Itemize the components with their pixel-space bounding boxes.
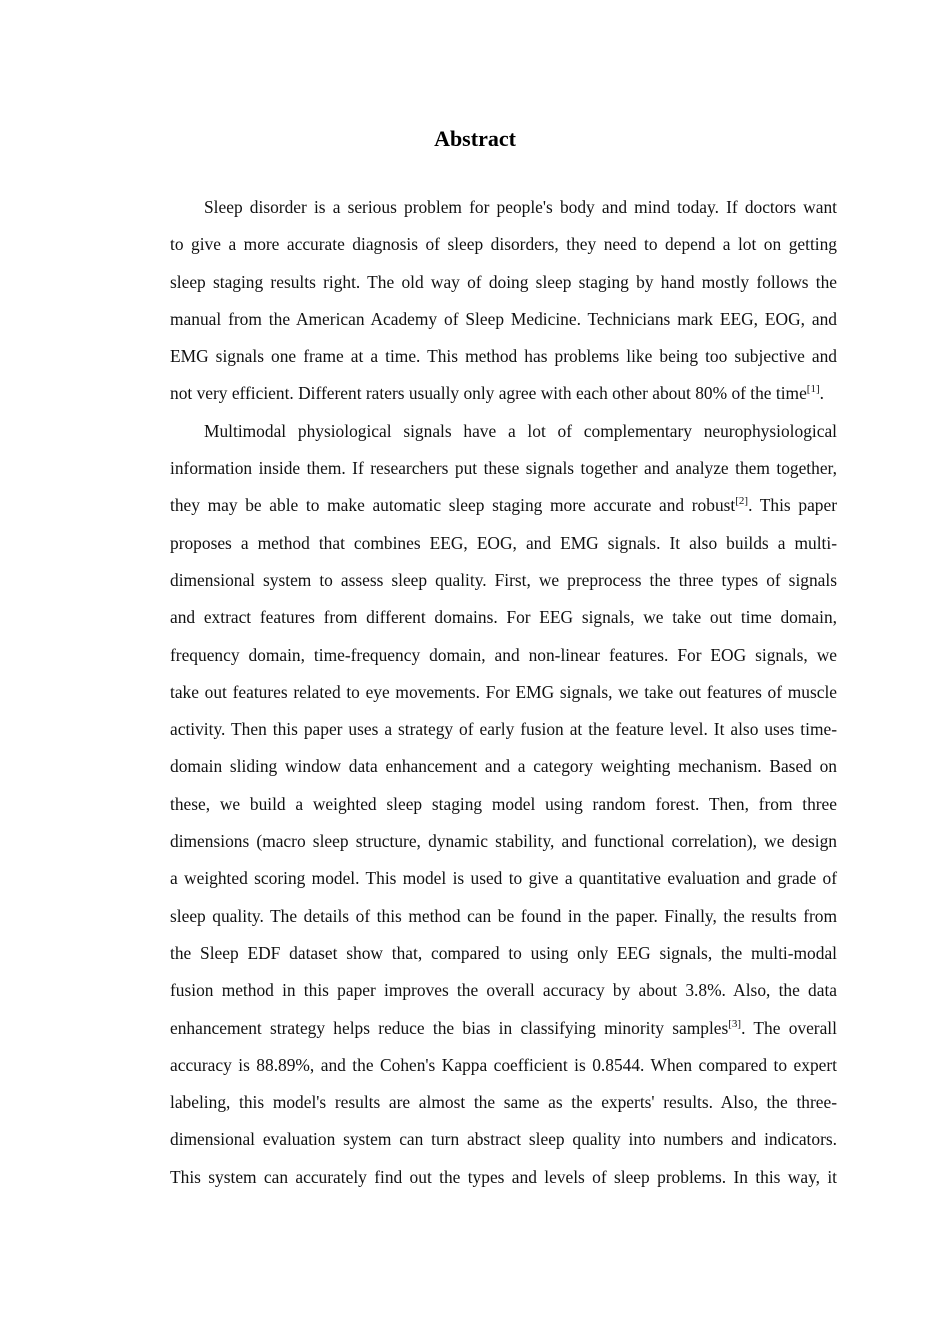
citation-ref: [3] [728, 1017, 742, 1030]
text-line: accuracy is 88.89%, and the Cohen's Kappa coefficient is 0.8544. When compared to expert [170, 1054, 837, 1075]
text-line: manual from the American Academy of Sleep Medicine. Technicians mark EEG, EOG, and [170, 308, 837, 329]
text-line: take out features related to eye movements. For EMG signals, we take out features of muscle [170, 681, 837, 702]
text-line: the Sleep EDF dataset show that, compared to using only EEG signals, the multi-modal [170, 942, 837, 963]
text-line: This system can accurately find out the types and levels of sleep problems. In this way, it [170, 1166, 837, 1187]
text-line: Multimodal physiological signals have a lot of complementary neurophysiological [204, 420, 837, 441]
text-line: fusion method in this paper improves the overall accuracy by about 3.8%. Also, the data [170, 980, 837, 1001]
text-line: Sleep disorder is a serious problem for people's body and mind today. If doctors want [204, 197, 837, 217]
text-line: domain sliding window data enhancement and a category weighting mechanism. Based on [170, 756, 837, 777]
text-line: frequency domain, time-frequency domain, and non-linear features. For EOG signals, we [170, 644, 837, 665]
text-line: proposes a method that combines EEG, EOG, and EMG signals. It also builds a multi- [170, 532, 837, 553]
text-line: dimensional system to assess sleep quality. First, we preprocess the three types of signals [170, 569, 837, 590]
citation-ref: [2] [735, 495, 749, 508]
text-line: they may be able to make automatic sleep staging more accurate and robust[2]. This paper [170, 495, 837, 516]
text-line: dimensional evaluation system can turn abstract sleep quality into numbers and indicators. [170, 1129, 837, 1150]
abstract-title: Abstract [434, 126, 516, 151]
citation-ref: [1] [806, 383, 820, 396]
abstract-body [136, 189, 837, 1196]
text-line: dimensions (macro sleep structure, dynamic stability, and functional correlation), we design [170, 831, 837, 852]
text-line: labeling, this model's results are almost the same as the experts' results. Also, the three- [170, 1092, 837, 1113]
text-line: sleep quality. The details of this method can be found in the paper. Finally, the results from [170, 905, 837, 926]
text-line: a weighted scoring model. This model is used to give a quantitative evaluation and grade of [170, 868, 837, 889]
paragraph-2 [136, 413, 837, 1196]
text-line: activity. Then this paper uses a strategy of early fusion at the feature level. It also uses time- [170, 719, 837, 740]
paragraph-1 [136, 189, 837, 413]
text-line: information inside them. If researchers put these signals together and analyze them together, [170, 458, 837, 479]
text-line: EMG signals one frame at a time. This method has problems like being too subjective and [170, 346, 837, 367]
text-line: and extract features from different domains. For EEG signals, we take out time domain, [170, 607, 837, 628]
text-line: to give a more accurate diagnosis of sleep disorders, they need to depend a lot on getting [170, 234, 837, 255]
text-line: sleep staging results right. The old way of doing sleep staging by hand mostly follows the [170, 271, 837, 292]
text-line: not very efficient. Different raters usually only agree with each other about 80% of the time[1]. [170, 383, 824, 404]
text-line: these, we build a weighted sleep staging model using random forest. Then, from three [170, 793, 837, 814]
text-line: enhancement strategy helps reduce the bias in classifying minority samples[3]. The overall [170, 1017, 837, 1038]
